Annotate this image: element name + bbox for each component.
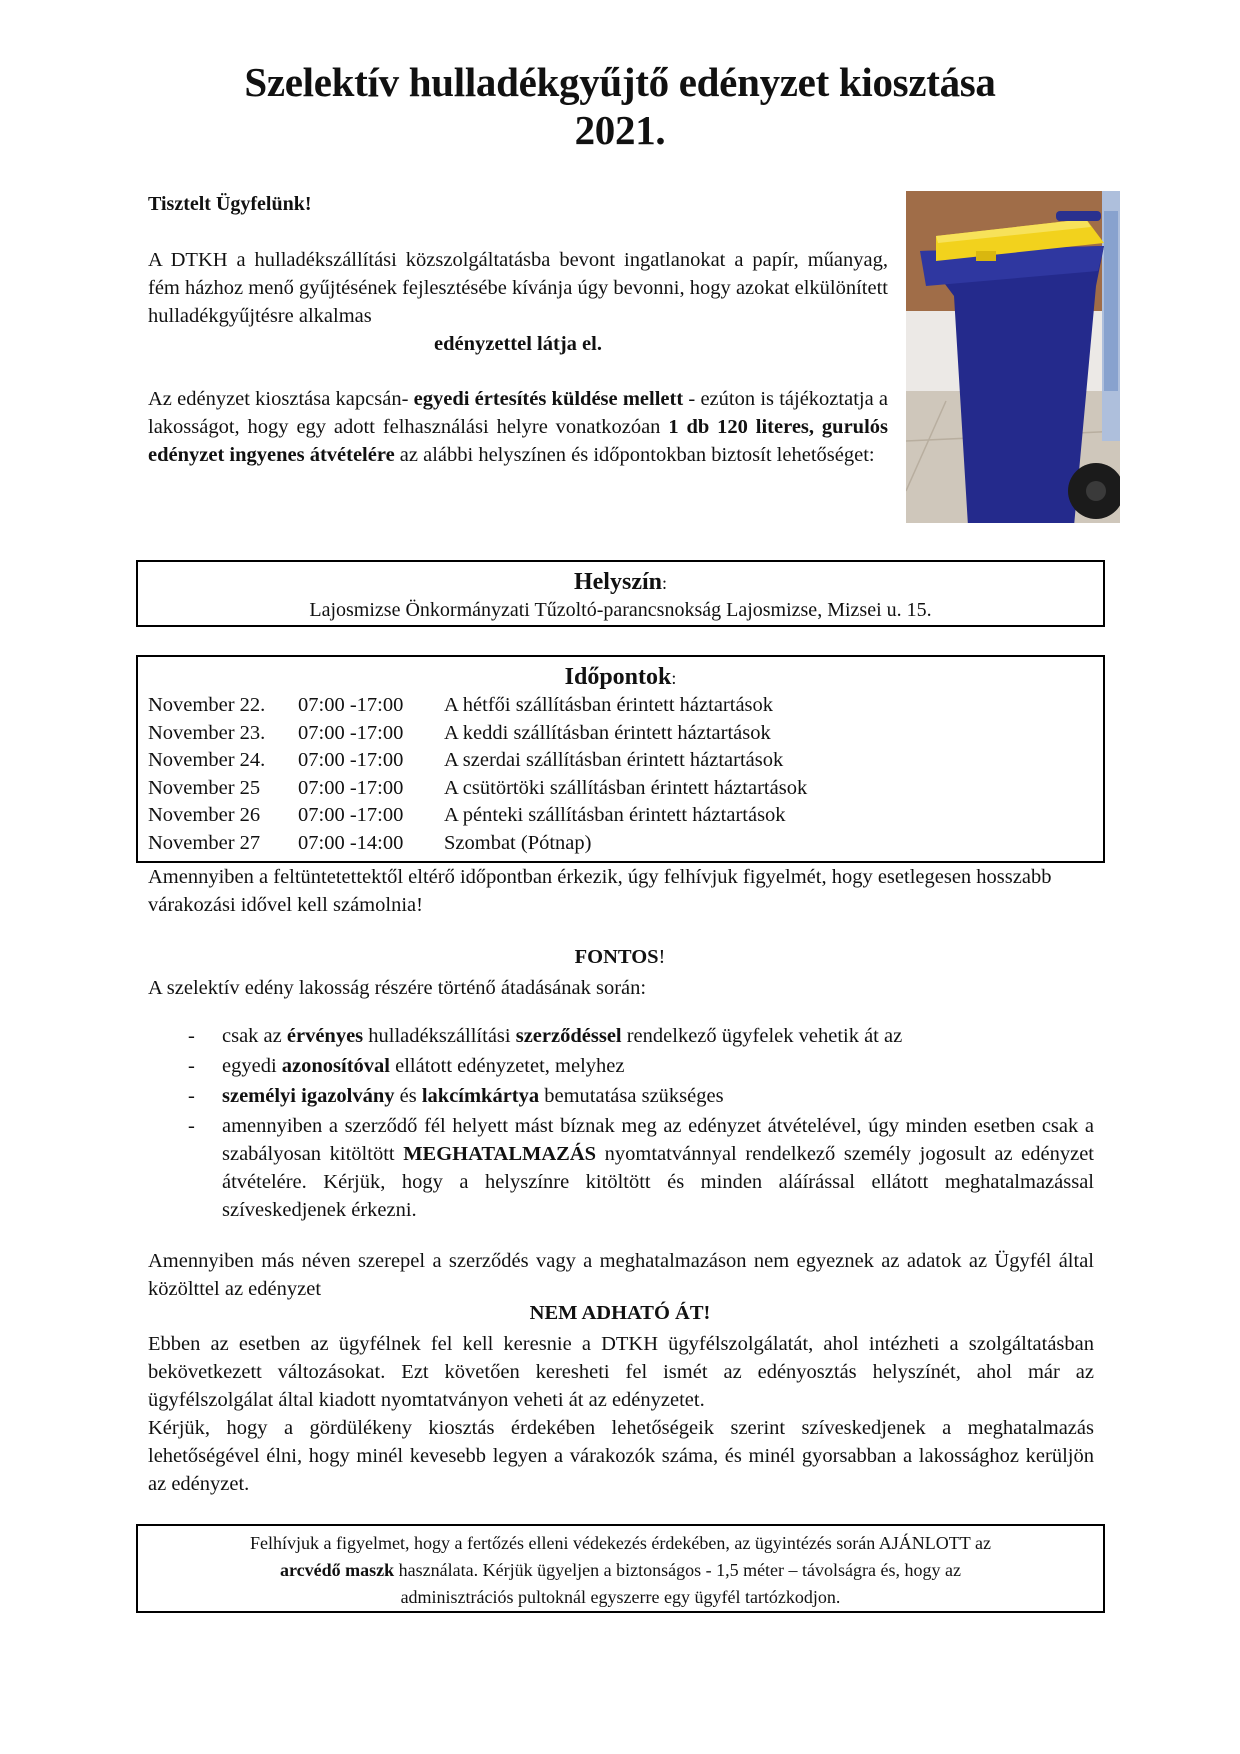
schedule-date: November 24. xyxy=(148,749,266,771)
schedule-desc: A szerdai szállításban érintett háztartások xyxy=(444,749,784,771)
item-text: rendelkező ügyfelek vehetik át az xyxy=(621,1025,903,1047)
dash-bullet-icon: - xyxy=(188,1085,195,1107)
item-bold: azonosítóval xyxy=(281,1055,390,1077)
distribution-bold-2: 1 db 120 literes, gurulós edényzet ingyenes átvételére xyxy=(148,416,888,466)
document-title xyxy=(0,58,1240,154)
item-bold: szerződéssel xyxy=(515,1025,622,1047)
item-bold: lakcímkártya xyxy=(421,1085,540,1107)
intro-paragraph xyxy=(148,246,888,358)
list-item xyxy=(148,1112,1094,1224)
schedule-row xyxy=(138,720,1103,748)
schedule-hours: 07:00 -17:00 xyxy=(298,749,404,771)
schedule-desc: A csütörtöki szállításban érintett háztartások xyxy=(444,776,808,799)
not-transferable-warning: NEM ADHATÓ ÁT! xyxy=(529,1302,711,1324)
schedule-desc: A keddi szállításban érintett háztartások xyxy=(444,721,771,744)
distribution-paragraph xyxy=(148,385,888,469)
schedule-row xyxy=(138,830,1103,858)
notice-line-3: adminisztrációs pultoknál egyszerre egy ügyfél tartózkodjon. xyxy=(400,1587,841,1607)
schedule-hours: 07:00 -17:00 xyxy=(298,804,404,826)
title-line-2: 2021. xyxy=(574,107,666,153)
important-exclaim: ! xyxy=(658,946,666,968)
item-text: amennyiben a szerződő fél helyett mást bíznak meg az edényzet átvételével, úgy minden esetben csak a szabályosan kitöltött xyxy=(222,1115,1094,1165)
schedule-hours: 07:00 -14:00 xyxy=(298,831,404,854)
schedule-date: November 22. xyxy=(148,694,266,716)
schedule-date: November 26 xyxy=(148,804,261,826)
item-text: egyedi xyxy=(222,1055,282,1077)
schedule-note: Amennyiben a feltüntetettektől eltérő időpontban érkezik, úgy felhívjuk figyelmét, hogy esetlegesen hosszabb várakozási idővel kell számolnia! xyxy=(148,866,1052,916)
dash-bullet-icon: - xyxy=(188,1115,195,1137)
schedule-date: November 23. xyxy=(148,721,266,744)
item-bold: személyi igazolvány xyxy=(222,1085,395,1107)
greeting: Tisztelt Ügyfelünk! xyxy=(148,193,312,215)
schedule-desc: A pénteki szállításban érintett háztartások xyxy=(444,804,786,826)
waste-bin-photo xyxy=(906,191,1120,523)
schedule-desc: Szombat (Pótnap) xyxy=(444,831,592,854)
distribution-bold-1: egyedi értesítés küldése mellett xyxy=(413,388,684,410)
schedule-date: November 27 xyxy=(148,831,261,854)
schedule-title xyxy=(138,663,1103,692)
schedule-row xyxy=(138,747,1103,775)
waste-bin-icon xyxy=(906,191,1120,523)
list-item xyxy=(148,1052,1094,1080)
location-box xyxy=(136,560,1105,627)
notice-line-2-text: használata. Kérjük ügyeljen a biztonságos - 1,5 méter – távolságra és, hogy az xyxy=(394,1560,961,1580)
schedule-title-colon: : xyxy=(671,668,677,688)
schedule-title-text: Időpontok xyxy=(564,664,672,690)
important-title: FONTOS xyxy=(574,946,659,968)
mismatch-paragraph: Amennyiben más néven szerepel a szerződés vagy a meghatalmazáson nem egyeznek az adatok az Ügyfél által közölttel az edényzet xyxy=(148,1250,1094,1300)
item-text: hulladékszállítási xyxy=(363,1025,516,1047)
intro-bold-center: edényzettel látja el. xyxy=(434,333,602,355)
distribution-text-3: az alábbi helyszínen és időpontokban biztosít lehetőséget: xyxy=(394,444,875,466)
distribution-text-2: - ezúton is tájékoztatja a lakosságot, hogy egy adott felhasználási helyre vonatkozóan xyxy=(148,388,889,438)
schedule-hours: 07:00 -17:00 xyxy=(298,721,404,744)
dash-bullet-icon: - xyxy=(188,1055,195,1077)
requirements-list xyxy=(148,1022,1094,1226)
title-line-1: Szelektív hulladékgyűjtő edényzet kiosztása xyxy=(244,59,996,105)
schedule-hours: 07:00 -17:00 xyxy=(298,776,404,799)
followup-paragraphs xyxy=(148,1330,1094,1498)
schedule-box xyxy=(136,655,1105,863)
location-title xyxy=(138,568,1103,597)
item-bold: érvényes xyxy=(286,1025,364,1047)
notice-bold: arcvédő maszk xyxy=(280,1560,395,1580)
location-title-colon: : xyxy=(661,573,667,593)
followup-text: Ebben az esetben az ügyfélnek fel kell keresnie a DTKH ügyfélszolgálatát, ahol intézheti a szolgáltatásban bekövetkezett változásokat. Ezt követően keresheti fel ismét az edényosztás helyszínét, ahol már az ügyfélszolgálat által kiadott nyomtatványon veheti át az edényzetet. xyxy=(148,1333,1094,1411)
location-address: Lajosmizse Önkormányzati Tűzoltó-parancsnokság Lajosmizse, Mizsei u. 15. xyxy=(309,599,932,621)
item-text: csak az xyxy=(222,1025,287,1047)
distribution-text-1: Az edényzet kiosztása kapcsán- xyxy=(148,388,414,410)
item-text: bemutatása szükséges xyxy=(539,1085,724,1107)
item-text: és xyxy=(394,1085,422,1107)
list-item xyxy=(148,1022,1094,1050)
schedule-row xyxy=(138,692,1103,720)
schedule-date: November 25 xyxy=(148,776,261,799)
item-text: nyomtatvánnyal rendelkező személy jogosult az edényzet átvételére. Kérjük, hogy a helyszínre kitöltött és minden aláírással ellátott meghatalmazással szíveskedjenek érkezni. xyxy=(222,1143,1094,1221)
schedule-hours: 07:00 -17:00 xyxy=(298,694,404,716)
important-lead: A szelektív edény lakosság részére történő átadásának során: xyxy=(148,977,647,999)
list-item xyxy=(148,1082,1094,1110)
intro-text: A DTKH a hulladékszállítási közszolgáltatásba bevont ingatlanokat a papír, műanyag, fém házhoz menő gyűjtésének fejlesztésébe kívánja úgy bevonni, hogy azokat elkülönített hulladékgyűjtésre alkalmas xyxy=(148,249,888,327)
important-heading xyxy=(0,946,1240,969)
item-bold: MEGHATALMAZÁS xyxy=(403,1143,597,1165)
covid-notice-box xyxy=(136,1524,1105,1613)
schedule-desc: A hétfői szállításban érintett háztartások xyxy=(444,694,774,716)
notice-line-2 xyxy=(138,1557,1103,1584)
notice-line-1: Felhívjuk a figyelmet, hogy a fertőzés elleni védekezés érdekében, az ügyintézés során AJÁNLOTT az xyxy=(250,1533,991,1553)
dash-bullet-icon: - xyxy=(188,1025,195,1047)
schedule-row xyxy=(138,802,1103,830)
location-title-text: Helyszín xyxy=(573,569,662,595)
item-text: ellátott edényzetet, melyhez xyxy=(389,1055,625,1077)
schedule-row xyxy=(138,775,1103,803)
request-text: Kérjük, hogy a gördülékeny kiosztás érdekében lehetőségeik szerint szíveskedjenek a meghatalmazás lehetőségével élni, hogy minél kevesebb legyen a várakozók száma, és minél gyorsabban a lakossághoz kerüljön az edényzet. xyxy=(148,1417,1094,1495)
